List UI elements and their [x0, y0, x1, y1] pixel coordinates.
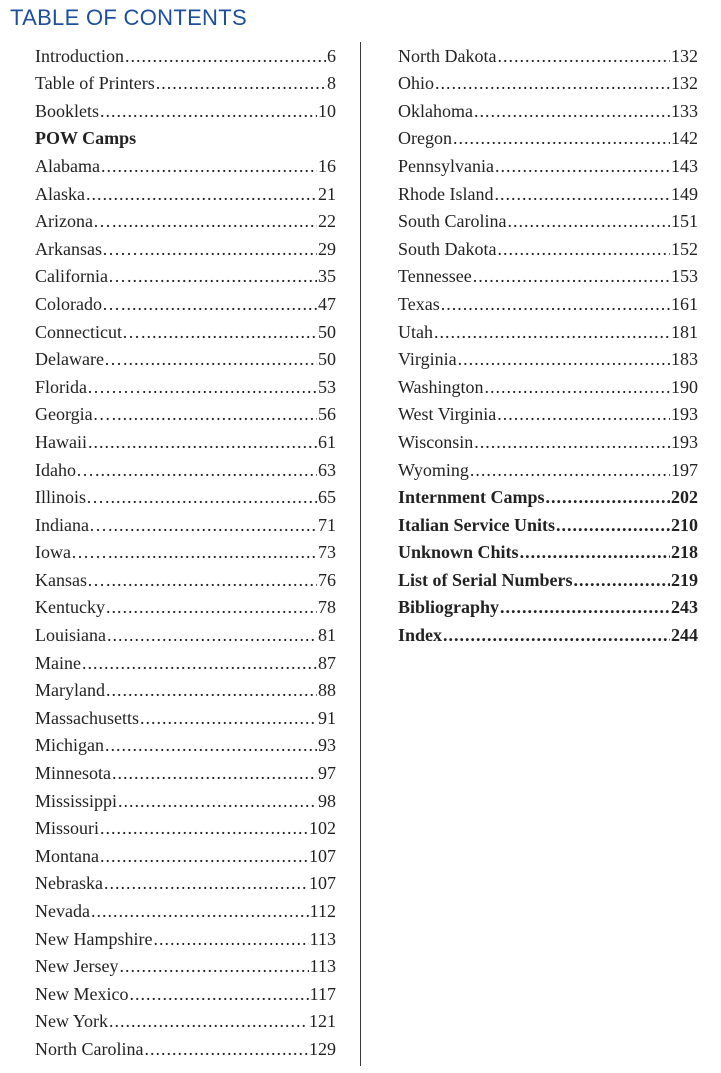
toc-entry-label: Minnesota — [35, 763, 111, 784]
dot-leader — [458, 350, 670, 368]
toc-entry-label: Internment Camps — [398, 487, 545, 508]
toc-entry-label: New Mexico — [35, 983, 129, 1004]
toc-page-number: 107 — [309, 873, 336, 894]
toc-entry-maryland[interactable] — [35, 672, 336, 700]
toc-page-number: 152 — [671, 238, 698, 259]
toc-entry-label: Introduction — [35, 45, 124, 66]
toc-page-number: 193 — [671, 431, 698, 452]
toc-entry-label: Oklahoma — [398, 100, 473, 121]
toc-page-number: 197 — [671, 459, 698, 480]
toc-page-number: 117 — [309, 983, 336, 1004]
toc-entry-label: Table of Printers — [35, 73, 155, 94]
dot-leader — [140, 709, 317, 727]
toc-page-number: 6 — [327, 45, 336, 66]
dot-leader — [100, 847, 308, 865]
toc-entry-label: Utah — [398, 321, 433, 342]
dot-leader — [86, 185, 317, 203]
toc-entry-label: Louisiana — [35, 625, 106, 646]
toc-entry-italian-service-units[interactable] — [398, 506, 698, 534]
toc-page-number: 8 — [327, 73, 336, 94]
toc-entry-missouri[interactable] — [35, 810, 336, 838]
toc-entry-label: Index — [398, 625, 443, 646]
toc-entry-label: Arizona… — [35, 211, 111, 232]
dot-leader — [574, 571, 671, 589]
toc-entry-label: Arkansas…… — [35, 238, 138, 259]
toc-entry-maine[interactable] — [35, 644, 336, 672]
toc-page-number: 81 — [318, 625, 336, 646]
toc-entry-mississippi[interactable] — [35, 782, 336, 810]
toc-entry-label: Ohio — [398, 73, 434, 94]
toc-entry-label: Missouri — [35, 818, 100, 839]
toc-page-number: 153 — [671, 266, 698, 287]
toc-page-number: 78 — [318, 597, 336, 618]
toc-entry-label: Delaware… — [35, 349, 122, 370]
dot-leader — [106, 598, 317, 616]
dot-leader — [104, 874, 308, 892]
dot-leader — [435, 74, 670, 92]
dot-leader — [100, 819, 308, 837]
toc-entry-label: Hawaii — [35, 431, 87, 452]
toc-entry-list-of-serial-numbers[interactable] — [398, 561, 698, 589]
dot-leader — [474, 102, 670, 120]
toc-page-number: 112 — [309, 901, 336, 921]
toc-page-number: 87 — [318, 652, 336, 673]
toc-entry-california[interactable] — [35, 258, 336, 286]
toc-entry-label: Washington — [398, 376, 484, 397]
toc-entry-label: Kansas… — [35, 569, 105, 590]
toc-entry-arkansas[interactable] — [35, 230, 336, 258]
dot-leader — [498, 240, 671, 258]
toc-entry-idaho[interactable] — [35, 451, 336, 479]
toc-entry-label: Texas — [398, 293, 440, 314]
toc-entry-label: Maine — [35, 652, 81, 673]
toc-entry-illinois[interactable] — [35, 479, 336, 507]
dot-leader — [119, 957, 308, 975]
toc-page-number: 53 — [318, 376, 336, 397]
toc-entry-label: Indiana… — [35, 514, 107, 535]
toc-page-number: 56 — [318, 404, 336, 425]
toc-entry-michigan[interactable] — [35, 727, 336, 755]
toc-page-number: 149 — [671, 183, 698, 204]
toc-page-number: 181 — [671, 321, 698, 342]
toc-page-number: 61 — [318, 431, 336, 452]
toc-entry-new-york[interactable] — [35, 1003, 336, 1031]
toc-page-number: 76 — [318, 569, 336, 590]
toc-page-number: 22 — [318, 211, 336, 232]
toc-page-number: 35 — [318, 266, 336, 287]
toc-entry-label: North Dakota — [398, 45, 497, 66]
toc-entry-label: California… — [35, 266, 126, 287]
toc-page-number: 50 — [318, 349, 336, 370]
dot-leader — [556, 516, 670, 534]
dot-leader — [95, 461, 317, 479]
toc-entry-label: Virginia — [398, 349, 457, 370]
toc-entry-label: Illinois… — [35, 487, 105, 508]
dot-leader — [153, 930, 308, 948]
toc-entry-utah[interactable] — [398, 313, 698, 341]
toc-page-number: 193 — [671, 404, 698, 425]
toc-page-number: 88 — [318, 680, 336, 701]
toc-entry-kansas[interactable] — [35, 561, 336, 589]
dot-leader — [127, 267, 317, 285]
toc-entry-label: Italian Service Units — [398, 514, 555, 535]
toc-entry-new-hampshire[interactable] — [35, 920, 336, 948]
toc-entry-ohio[interactable] — [398, 65, 698, 93]
dot-leader — [520, 543, 670, 561]
toc-entry-label: Wisconsin — [398, 431, 474, 452]
toc-entry-minnesota[interactable] — [35, 754, 336, 782]
toc-page-number: 132 — [671, 73, 698, 94]
dot-leader — [125, 47, 326, 65]
toc-entry-delaware[interactable] — [35, 341, 336, 369]
dot-leader — [108, 516, 317, 534]
toc-page-number: 151 — [671, 211, 698, 232]
toc-entry-label: Nebraska — [35, 873, 103, 894]
toc-entry-new-jersey[interactable] — [35, 948, 336, 976]
toc-entry-label: South Carolina — [398, 211, 507, 232]
toc-entry-label: North Carolina — [35, 1038, 144, 1059]
toc-entry-label: POW Camps — [35, 128, 137, 149]
toc-page-number: 63 — [318, 459, 336, 480]
toc-entry-label: List of Serial Numbers — [398, 569, 573, 590]
toc-entry-tennessee[interactable] — [398, 258, 698, 286]
toc-entry-colorado[interactable] — [35, 285, 336, 313]
toc-entry-pennsylvania[interactable] — [398, 147, 698, 175]
toc-entry-label: Montana — [35, 845, 99, 866]
dot-leader — [112, 764, 317, 782]
toc-entry-booklets[interactable] — [35, 92, 336, 120]
toc-entry-label: Georgia… — [35, 404, 111, 425]
toc-page-number: 161 — [671, 293, 698, 314]
toc-entry-index[interactable] — [398, 616, 698, 644]
toc-entry-label: Tennessee — [398, 266, 472, 287]
toc-page-number: 29 — [318, 238, 336, 259]
toc-entry-unknown-chits[interactable] — [398, 534, 698, 562]
toc-entry-wyoming[interactable] — [398, 451, 698, 479]
toc-entry-alaska[interactable] — [35, 175, 336, 203]
toc-page-number: 65 — [318, 487, 336, 508]
dot-leader — [497, 47, 670, 65]
toc-page-number: 10 — [318, 100, 336, 121]
dot-leader — [105, 488, 317, 506]
toc-entry-label: Alaska — [35, 183, 85, 204]
toc-page-number: 71 — [318, 514, 336, 535]
dot-leader — [470, 461, 670, 479]
dot-leader — [109, 1012, 308, 1030]
toc-entry-arizona[interactable] — [35, 203, 336, 231]
toc-page-number: 73 — [318, 542, 336, 563]
toc-entry-label: Massachusetts — [35, 707, 139, 728]
toc-page-number: 202 — [671, 487, 698, 508]
dot-leader — [112, 212, 317, 230]
dot-leader — [108, 543, 317, 561]
toc-entry-label: Kentucky — [35, 597, 105, 618]
toc-page-number: 143 — [671, 155, 698, 176]
toc-page-number: 218 — [671, 542, 698, 563]
toc-entry-label: Idaho… — [35, 459, 94, 480]
toc-entry-oklahoma[interactable] — [398, 92, 698, 120]
dot-leader — [453, 129, 670, 147]
toc-entry-north-carolina[interactable] — [35, 1030, 336, 1058]
toc-entry-nebraska[interactable] — [35, 865, 336, 893]
dot-leader — [494, 185, 670, 203]
dot-leader — [443, 626, 670, 644]
toc-entry-new-mexico[interactable] — [35, 975, 336, 1003]
dot-leader — [91, 902, 309, 920]
toc-right-column — [398, 37, 698, 644]
toc-entry-indiana[interactable] — [35, 506, 336, 534]
dot-leader — [101, 157, 317, 175]
toc-page-number: 129 — [309, 1038, 336, 1059]
toc-entry-washington[interactable] — [398, 368, 698, 396]
toc-entry-label: Unknown Chits — [398, 542, 519, 563]
toc-page-number: 210 — [671, 514, 698, 535]
dot-leader — [441, 295, 670, 313]
toc-entry-oregon[interactable] — [398, 120, 698, 148]
toc-entry-label: South Dakota — [398, 238, 497, 259]
toc-entry-label: Michigan — [35, 735, 104, 756]
toc-page-number: 133 — [671, 100, 698, 121]
dot-leader — [107, 626, 317, 644]
dot-leader — [497, 405, 670, 423]
toc-entry-label: Nevada — [35, 901, 90, 921]
toc-entry-georgia[interactable] — [35, 396, 336, 424]
dot-leader — [112, 405, 317, 423]
toc-entry-label: Mississippi — [35, 790, 118, 811]
dot-leader — [473, 267, 670, 285]
toc-entry-north-dakota[interactable] — [398, 37, 698, 65]
toc-page-number: 113 — [309, 956, 336, 977]
dot-leader — [546, 488, 671, 506]
toc-entry-label: Iowa…… — [35, 542, 107, 563]
toc-entry-label: Pennsylvania — [398, 155, 494, 176]
toc-entry-south-dakota[interactable] — [398, 230, 698, 258]
dot-leader — [139, 240, 317, 258]
toc-page-number: 121 — [309, 1011, 336, 1032]
toc-entry-south-carolina[interactable] — [398, 203, 698, 231]
dot-leader — [144, 1040, 308, 1058]
dot-leader — [118, 792, 317, 810]
dot-leader — [121, 295, 317, 313]
toc-page-number: 244 — [671, 625, 698, 646]
toc-page-number: 219 — [671, 569, 698, 590]
toc-entry-virginia[interactable] — [398, 341, 698, 369]
toc-page-number: 142 — [671, 128, 698, 149]
toc-entry-wisconsin[interactable] — [398, 423, 698, 451]
toc-entry-label: Bibliography — [398, 597, 500, 618]
toc-entry-nevada[interactable] — [35, 892, 336, 920]
toc-entry-internment-camps[interactable] — [398, 479, 698, 507]
toc-page-number: 16 — [318, 155, 336, 176]
toc-section-heading — [35, 120, 336, 148]
toc-entry-iowa[interactable] — [35, 534, 336, 562]
dot-leader — [100, 102, 317, 120]
dot-leader — [82, 654, 317, 672]
toc-entry-bibliography[interactable] — [398, 589, 698, 617]
toc-entry-label: Rhode Island — [398, 183, 494, 204]
toc-entry-label: New York — [35, 1011, 109, 1032]
toc-entry-kentucky[interactable] — [35, 589, 336, 617]
toc-entry-label: West Virginia — [398, 404, 497, 425]
toc-entry-label: New Jersey — [35, 956, 119, 977]
dot-leader — [106, 571, 317, 589]
toc-entry-florida[interactable] — [35, 368, 336, 396]
toc-page-number: 93 — [318, 735, 336, 756]
toc-page-number: 47 — [318, 293, 336, 314]
toc-entry-label: Maryland — [35, 680, 105, 701]
toc-page-number: 243 — [671, 597, 698, 618]
toc-entry-connecticut[interactable] — [35, 313, 336, 341]
dot-leader — [142, 378, 317, 396]
dot-leader — [129, 985, 308, 1003]
dot-leader — [485, 378, 670, 396]
dot-leader — [474, 433, 670, 451]
toc-left-column — [35, 37, 336, 1058]
toc-page-number: 113 — [309, 928, 336, 949]
dot-leader — [106, 681, 317, 699]
toc-entry-label: Colorado… — [35, 293, 120, 314]
toc-entry-label: Wyoming — [398, 459, 469, 480]
toc-entry-table-of-printers[interactable] — [35, 65, 336, 93]
toc-entry-label: Booklets — [35, 100, 100, 121]
toc-page-number: 190 — [671, 376, 698, 397]
toc-entry-massachusetts[interactable] — [35, 699, 336, 727]
toc-entry-label: Alabama — [35, 155, 100, 176]
dot-leader — [156, 74, 326, 92]
toc-entry-hawaii[interactable] — [35, 423, 336, 451]
toc-entry-introduction[interactable] — [35, 37, 336, 65]
toc-entry-louisiana[interactable] — [35, 616, 336, 644]
dot-leader — [123, 350, 317, 368]
toc-page-number: 97 — [318, 763, 336, 784]
dot-leader — [88, 433, 317, 451]
toc-page-number: 107 — [309, 845, 336, 866]
toc-entry-label: New Hampshire — [35, 928, 153, 949]
toc-entry-texas[interactable] — [398, 285, 698, 313]
toc-entry-rhode-island[interactable] — [398, 175, 698, 203]
dot-leader — [508, 212, 671, 230]
page-title: TABLE OF CONTENTS — [10, 5, 247, 30]
toc-page-number: 183 — [671, 349, 698, 370]
toc-entry-alabama[interactable] — [35, 147, 336, 175]
toc-page-number: 21 — [318, 183, 336, 204]
toc-entry-montana[interactable] — [35, 837, 336, 865]
column-divider — [360, 42, 361, 1066]
toc-page-number: 132 — [671, 45, 698, 66]
dot-leader — [105, 736, 317, 754]
toc-page-number: 102 — [309, 818, 336, 839]
dot-leader — [434, 323, 670, 341]
toc-page-number: 98 — [318, 790, 336, 811]
dot-leader — [500, 598, 670, 616]
dot-leader — [495, 157, 670, 175]
dot-leader — [141, 323, 317, 341]
toc-entry-label: Connecticut… — [35, 321, 140, 342]
toc-entry-label: Florida……… — [35, 376, 141, 397]
toc-entry-west-virginia[interactable] — [398, 396, 698, 424]
toc-entry-label: Oregon — [398, 128, 452, 149]
toc-page-number: 50 — [318, 321, 336, 342]
toc-page-number: 91 — [318, 707, 336, 728]
